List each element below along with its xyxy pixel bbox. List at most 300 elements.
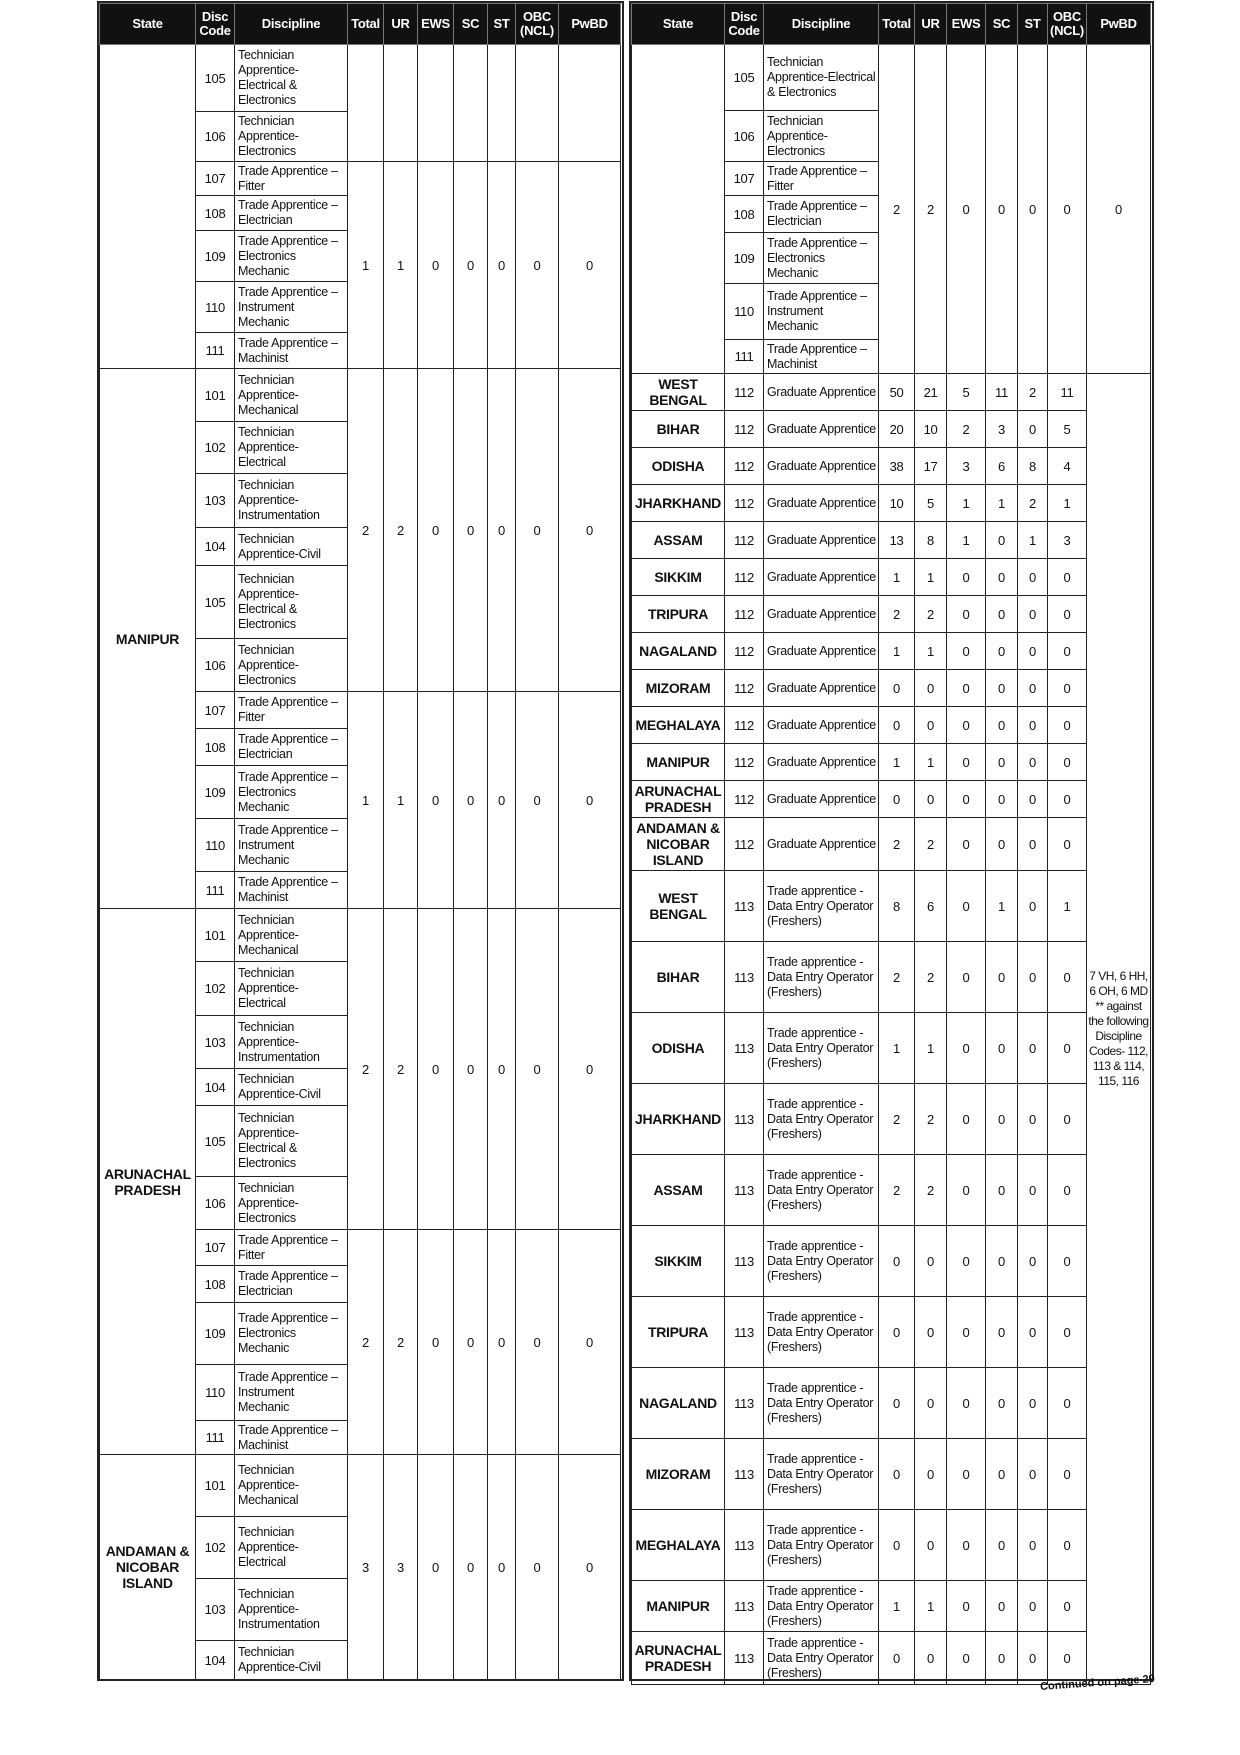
- discipline: Technician Apprentice-Electronics: [235, 1177, 348, 1230]
- disc-code: 112: [725, 522, 764, 559]
- discipline: Graduate Apprentice: [764, 485, 879, 522]
- discipline: Trade Apprentice – Electronics Mechanic: [235, 1303, 348, 1365]
- value-obc: 0: [1048, 744, 1087, 781]
- value-ews: 0: [418, 909, 454, 1230]
- value-st: 0: [1018, 45, 1048, 374]
- value-ews: 1: [947, 522, 986, 559]
- state-cell: NAGALAND: [632, 633, 725, 670]
- column-header-discipline: Discipline: [764, 4, 879, 45]
- disc-code: 109: [196, 1303, 235, 1365]
- value-st: 1: [1018, 522, 1048, 559]
- value-ews: 0: [418, 1230, 454, 1455]
- value-ews: 0: [947, 871, 986, 942]
- value-total: 2: [879, 596, 915, 633]
- table-row: [632, 1368, 1151, 1439]
- disc-code: 111: [196, 333, 235, 369]
- column-header-st: ST: [488, 4, 516, 45]
- value-total: 1: [879, 633, 915, 670]
- value-st: 0: [1018, 1013, 1048, 1084]
- state-cell: TRIPURA: [632, 1297, 725, 1368]
- discipline: Trade Apprentice – Instrument Mechanic: [235, 282, 348, 333]
- value-total: 0: [879, 1297, 915, 1368]
- value-ur: 1: [384, 162, 418, 369]
- value-obc: 5: [1048, 411, 1087, 448]
- value-obc: 4: [1048, 448, 1087, 485]
- value-ews: 0: [947, 1013, 986, 1084]
- discipline: Technician Apprentice-Instrumentation: [235, 474, 348, 528]
- pwbd-note: 7 VH, 6 HH, 6 OH, 6 MD ** against the following Discipline Codes- 112, 113 & 114, 115, 116: [1087, 374, 1151, 1685]
- discipline: Technician Apprentice-Civil: [235, 528, 348, 566]
- column-header-st: ST: [1018, 4, 1048, 45]
- table-row: [632, 818, 1151, 871]
- disc-code: 108: [725, 196, 764, 233]
- value-sc: 3: [986, 411, 1018, 448]
- disc-code: 107: [196, 162, 235, 196]
- value-ews: 0: [947, 45, 986, 374]
- value-ur: 0: [915, 670, 947, 707]
- disc-code: 108: [196, 1266, 235, 1303]
- discipline: Trade Apprentice – Electronics Mechanic: [764, 233, 879, 284]
- value-sc: 0: [986, 818, 1018, 871]
- column-header-total: Total: [879, 4, 915, 45]
- value-st: 0: [1018, 596, 1048, 633]
- value-st: 0: [1018, 942, 1048, 1013]
- state-cell: [100, 45, 196, 369]
- table-row: [632, 45, 1151, 111]
- value-sc: 0: [986, 670, 1018, 707]
- value-st: 0: [488, 1230, 516, 1455]
- state-cell: ODISHA: [632, 1013, 725, 1084]
- column-header-pwbd: PwBD: [1087, 4, 1151, 45]
- discipline: Graduate Apprentice: [764, 448, 879, 485]
- discipline: Trade Apprentice – Electrician: [235, 1266, 348, 1303]
- value-ur: 1: [915, 559, 947, 596]
- value-ews: 0: [418, 1455, 454, 1680]
- value-sc: 0: [986, 1581, 1018, 1632]
- table-row: [632, 670, 1151, 707]
- state-cell: ARUNACHAL PRADESH: [632, 781, 725, 818]
- value-ur: 10: [915, 411, 947, 448]
- discipline: Technician Apprentice-Mechanical: [235, 1455, 348, 1517]
- value-ur: 2: [915, 45, 947, 374]
- value-st: 2: [1018, 374, 1048, 411]
- value-ur: 3: [384, 1455, 418, 1680]
- discipline: Trade apprentice - Data Entry Operator (Freshers): [764, 1368, 879, 1439]
- disc-code: 113: [725, 1510, 764, 1581]
- table-row: [632, 871, 1151, 942]
- value-obc: 0: [1048, 596, 1087, 633]
- value-sc: 0: [986, 1297, 1018, 1368]
- table-row: [632, 559, 1151, 596]
- discipline: Technician Apprentice-Electrical & Electronics: [235, 1106, 348, 1177]
- disc-code: 102: [196, 422, 235, 474]
- state-cell: WEST BENGAL: [632, 374, 725, 411]
- value-sc: 0: [454, 162, 488, 369]
- value-pwbd: 0: [1087, 45, 1151, 374]
- value-sc: 0: [986, 1632, 1018, 1685]
- value-ews: 0: [947, 818, 986, 871]
- value-total: 1: [879, 1013, 915, 1084]
- value-sc: 0: [986, 1013, 1018, 1084]
- table-row: [632, 744, 1151, 781]
- value-ews: 0: [947, 942, 986, 1013]
- value-pwbd: 0: [559, 692, 621, 909]
- value-obc: 0: [1048, 1013, 1087, 1084]
- value-st: 0: [488, 909, 516, 1230]
- value-total: 0: [879, 707, 915, 744]
- value-obc: 0: [1048, 1632, 1087, 1685]
- column-header-ews: EWS: [947, 4, 986, 45]
- value-ews: 0: [947, 1297, 986, 1368]
- state-cell: MIZORAM: [632, 670, 725, 707]
- value-st: 0: [1018, 633, 1048, 670]
- value-ews: 0: [947, 1368, 986, 1439]
- disc-code: 109: [725, 233, 764, 284]
- value-total: 2: [348, 369, 384, 692]
- value-ews: 0: [947, 1226, 986, 1297]
- value-ews: [418, 45, 454, 162]
- discipline: Technician Apprentice-Electronics: [235, 112, 348, 162]
- value-st: 0: [1018, 1226, 1048, 1297]
- value-total: 10: [879, 485, 915, 522]
- value-sc: 0: [986, 1226, 1018, 1297]
- value-total: 2: [879, 1084, 915, 1155]
- value-ur: 2: [915, 1155, 947, 1226]
- value-total: 2: [348, 1230, 384, 1455]
- value-obc: 1: [1048, 871, 1087, 942]
- header-row: [632, 4, 1151, 45]
- value-obc: 0: [1048, 633, 1087, 670]
- discipline: Trade Apprentice – Instrument Mechanic: [235, 1365, 348, 1421]
- value-pwbd: 0: [559, 1455, 621, 1680]
- value-total: 1: [348, 162, 384, 369]
- value-ur: 17: [915, 448, 947, 485]
- discipline: Trade Apprentice – Instrument Mechanic: [235, 819, 348, 872]
- value-sc: 0: [454, 369, 488, 692]
- value-sc: 0: [986, 1368, 1018, 1439]
- value-sc: 0: [986, 633, 1018, 670]
- disc-code: 112: [725, 374, 764, 411]
- disc-code: 102: [196, 962, 235, 1016]
- discipline: Technician Apprentice-Civil: [235, 1069, 348, 1106]
- disc-code: 106: [196, 639, 235, 692]
- value-total: 1: [879, 559, 915, 596]
- value-st: 8: [1018, 448, 1048, 485]
- value-obc: 0: [516, 1230, 559, 1455]
- state-cell: ANDAMAN & NICOBAR ISLAND: [100, 1455, 196, 1680]
- discipline: Technician Apprentice-Electrical & Electronics: [235, 566, 348, 639]
- value-ur: 2: [915, 818, 947, 871]
- column-header-state: State: [100, 4, 196, 45]
- discipline: Graduate Apprentice: [764, 818, 879, 871]
- value-sc: 0: [986, 1155, 1018, 1226]
- column-header-discipline: Discipline: [235, 4, 348, 45]
- value-obc: 3: [1048, 522, 1087, 559]
- disc-code: 104: [196, 1069, 235, 1106]
- discipline: Graduate Apprentice: [764, 374, 879, 411]
- value-obc: 0: [516, 909, 559, 1230]
- disc-code: 113: [725, 1226, 764, 1297]
- discipline: Technician Apprentice-Electrical: [235, 1517, 348, 1579]
- value-sc: [454, 45, 488, 162]
- discipline: Trade Apprentice – Electronics Mechanic: [235, 231, 348, 282]
- discipline: Technician Apprentice-Electrical & Electronics: [235, 45, 348, 112]
- value-obc: [516, 45, 559, 162]
- disc-code: 113: [725, 1439, 764, 1510]
- discipline: Trade apprentice - Data Entry Operator (Freshers): [764, 1226, 879, 1297]
- value-total: 20: [879, 411, 915, 448]
- discipline: Trade apprentice - Data Entry Operator (Freshers): [764, 1510, 879, 1581]
- state-cell: ASSAM: [632, 522, 725, 559]
- table-row: [100, 369, 621, 422]
- value-total: 8: [879, 871, 915, 942]
- discipline: Trade Apprentice – Electrician: [764, 196, 879, 233]
- value-ews: 0: [947, 670, 986, 707]
- vacancy-table-right: [631, 3, 1151, 1685]
- value-st: 0: [1018, 1510, 1048, 1581]
- disc-code: 111: [196, 1421, 235, 1455]
- value-ews: 0: [947, 781, 986, 818]
- disc-code: 112: [725, 707, 764, 744]
- column-header-ews: EWS: [418, 4, 454, 45]
- value-ur: 5: [915, 485, 947, 522]
- column-header-sc: SC: [986, 4, 1018, 45]
- value-ews: 0: [947, 707, 986, 744]
- value-ews: 0: [947, 633, 986, 670]
- disc-code: 103: [196, 474, 235, 528]
- state-cell: MANIPUR: [100, 369, 196, 909]
- state-cell: MEGHALAYA: [632, 707, 725, 744]
- discipline: Technician Apprentice-Instrumentation: [235, 1016, 348, 1069]
- disc-code: 111: [725, 340, 764, 374]
- value-ur: 2: [915, 596, 947, 633]
- disc-code: 108: [196, 196, 235, 231]
- discipline: Technician Apprentice-Electrical: [235, 962, 348, 1016]
- value-pwbd: 0: [559, 909, 621, 1230]
- value-sc: 0: [454, 1230, 488, 1455]
- value-st: 0: [1018, 744, 1048, 781]
- disc-code: 112: [725, 485, 764, 522]
- discipline: Graduate Apprentice: [764, 411, 879, 448]
- discipline: Technician Apprentice-Electronics: [764, 111, 879, 162]
- state-cell: MANIPUR: [632, 744, 725, 781]
- table-row: [632, 707, 1151, 744]
- discipline: Trade apprentice - Data Entry Operator (Freshers): [764, 1632, 879, 1685]
- disc-code: 112: [725, 670, 764, 707]
- value-total: 2: [879, 1155, 915, 1226]
- value-total: 1: [879, 1581, 915, 1632]
- state-cell: ARUNACHAL PRADESH: [632, 1632, 725, 1685]
- discipline: Trade apprentice - Data Entry Operator (Freshers): [764, 1084, 879, 1155]
- value-st: 0: [1018, 670, 1048, 707]
- value-st: 0: [1018, 1632, 1048, 1685]
- column-header-ur: UR: [915, 4, 947, 45]
- discipline: Trade apprentice - Data Entry Operator (Freshers): [764, 871, 879, 942]
- disc-code: 105: [196, 1106, 235, 1177]
- disc-code: 107: [196, 692, 235, 729]
- value-st: 0: [1018, 1297, 1048, 1368]
- value-st: 0: [1018, 1368, 1048, 1439]
- disc-code: 105: [196, 566, 235, 639]
- discipline: Trade apprentice - Data Entry Operator (Freshers): [764, 942, 879, 1013]
- disc-code: 113: [725, 1297, 764, 1368]
- table-row: [100, 45, 621, 112]
- value-ur: 2: [384, 909, 418, 1230]
- disc-code: 103: [196, 1016, 235, 1069]
- value-obc: 0: [1048, 1226, 1087, 1297]
- value-sc: 0: [986, 744, 1018, 781]
- value-total: 2: [348, 909, 384, 1230]
- value-ews: 0: [947, 596, 986, 633]
- value-ur: 1: [384, 692, 418, 909]
- value-st: 0: [488, 1455, 516, 1680]
- disc-code: 113: [725, 1632, 764, 1685]
- value-ews: 0: [947, 559, 986, 596]
- value-ews: 0: [947, 1155, 986, 1226]
- value-sc: 0: [986, 1084, 1018, 1155]
- value-sc: 11: [986, 374, 1018, 411]
- discipline: Trade apprentice - Data Entry Operator (Freshers): [764, 1155, 879, 1226]
- discipline: Trade Apprentice – Electrician: [235, 729, 348, 766]
- value-obc: 0: [1048, 707, 1087, 744]
- value-sc: 0: [986, 942, 1018, 1013]
- state-cell: JHARKHAND: [632, 485, 725, 522]
- state-cell: ASSAM: [632, 1155, 725, 1226]
- value-obc: 11: [1048, 374, 1087, 411]
- column-header-state: State: [632, 4, 725, 45]
- disc-code: 109: [196, 766, 235, 819]
- value-st: 0: [488, 162, 516, 369]
- value-pwbd: 0: [559, 1230, 621, 1455]
- state-cell: ODISHA: [632, 448, 725, 485]
- disc-code: 113: [725, 1155, 764, 1226]
- discipline: Trade apprentice - Data Entry Operator (Freshers): [764, 1297, 879, 1368]
- value-ews: 3: [947, 448, 986, 485]
- value-st: 0: [488, 369, 516, 692]
- discipline: Trade Apprentice – Machinist: [235, 333, 348, 369]
- disc-code: 106: [725, 111, 764, 162]
- value-ur: 2: [915, 942, 947, 1013]
- column-header-pwbd: PwBD: [559, 4, 621, 45]
- value-ews: 0: [947, 1510, 986, 1581]
- state-cell: NAGALAND: [632, 1368, 725, 1439]
- table-row: [632, 1439, 1151, 1510]
- value-ews: 0: [947, 1581, 986, 1632]
- disc-code: 107: [725, 162, 764, 196]
- value-ur: 0: [915, 781, 947, 818]
- value-sc: 0: [986, 707, 1018, 744]
- disc-code: 113: [725, 1013, 764, 1084]
- disc-code: 113: [725, 1581, 764, 1632]
- value-ur: 0: [915, 1368, 947, 1439]
- disc-code: 101: [196, 909, 235, 962]
- disc-code: 112: [725, 781, 764, 818]
- value-obc: 0: [1048, 559, 1087, 596]
- value-obc: 0: [1048, 1510, 1087, 1581]
- state-cell: [632, 45, 725, 374]
- discipline: Technician Apprentice-Electrical & Electronics: [764, 45, 879, 111]
- value-ur: 0: [915, 1226, 947, 1297]
- disc-code: 110: [196, 1365, 235, 1421]
- table-row: [100, 1455, 621, 1517]
- value-ews: 1: [947, 485, 986, 522]
- table-row: [632, 633, 1151, 670]
- discipline: Technician Apprentice-Mechanical: [235, 909, 348, 962]
- value-total: 0: [879, 670, 915, 707]
- value-st: 0: [1018, 1581, 1048, 1632]
- value-total: 0: [879, 1439, 915, 1510]
- value-obc: 0: [1048, 818, 1087, 871]
- value-st: 0: [1018, 411, 1048, 448]
- column-header-total: Total: [348, 4, 384, 45]
- table-row: [632, 1632, 1151, 1685]
- table-row: [632, 485, 1151, 522]
- discipline: Technician Apprentice-Electrical: [235, 422, 348, 474]
- disc-code: 112: [725, 411, 764, 448]
- column-header-obc-ncl: OBC (NCL): [1048, 4, 1087, 45]
- discipline: Trade Apprentice – Fitter: [764, 162, 879, 196]
- disc-code: 110: [196, 819, 235, 872]
- value-total: 3: [348, 1455, 384, 1680]
- value-ews: 2: [947, 411, 986, 448]
- disc-code: 112: [725, 633, 764, 670]
- state-cell: JHARKHAND: [632, 1084, 725, 1155]
- disc-code: 108: [196, 729, 235, 766]
- table-row: [632, 596, 1151, 633]
- value-ews: 0: [947, 744, 986, 781]
- value-obc: 0: [1048, 45, 1087, 374]
- discipline: Technician Apprentice-Instrumentation: [235, 1579, 348, 1641]
- value-sc: 0: [986, 1510, 1018, 1581]
- value-ur: 0: [915, 1510, 947, 1581]
- value-pwbd: 0: [559, 162, 621, 369]
- disc-code: 110: [196, 282, 235, 333]
- value-ur: 2: [384, 1230, 418, 1455]
- value-st: 0: [488, 692, 516, 909]
- value-ur: 1: [915, 744, 947, 781]
- value-total: 0: [879, 781, 915, 818]
- disc-code: 113: [725, 871, 764, 942]
- value-pwbd: 0: [559, 369, 621, 692]
- value-total: 38: [879, 448, 915, 485]
- value-ur: 0: [915, 1297, 947, 1368]
- value-sc: 0: [986, 781, 1018, 818]
- value-obc: 0: [516, 162, 559, 369]
- table-row: [632, 1084, 1151, 1155]
- value-ews: 0: [418, 162, 454, 369]
- value-ews: 0: [947, 1632, 986, 1685]
- value-ur: 8: [915, 522, 947, 559]
- value-ews: 0: [947, 1439, 986, 1510]
- value-total: 2: [879, 45, 915, 374]
- disc-code: 113: [725, 942, 764, 1013]
- column-header-disc-code: Disc Code: [725, 4, 764, 45]
- value-obc: 0: [1048, 670, 1087, 707]
- value-total: 0: [879, 1632, 915, 1685]
- disc-code: 110: [725, 284, 764, 340]
- table-row: [632, 1297, 1151, 1368]
- discipline: Trade Apprentice – Fitter: [235, 162, 348, 196]
- value-st: 0: [1018, 1084, 1048, 1155]
- disc-code: 113: [725, 1368, 764, 1439]
- column-header-sc: SC: [454, 4, 488, 45]
- value-pwbd: [559, 45, 621, 162]
- disc-code: 104: [196, 1641, 235, 1680]
- disc-code: 112: [725, 596, 764, 633]
- value-sc: 0: [454, 909, 488, 1230]
- table-row: [632, 781, 1151, 818]
- value-ur: 6: [915, 871, 947, 942]
